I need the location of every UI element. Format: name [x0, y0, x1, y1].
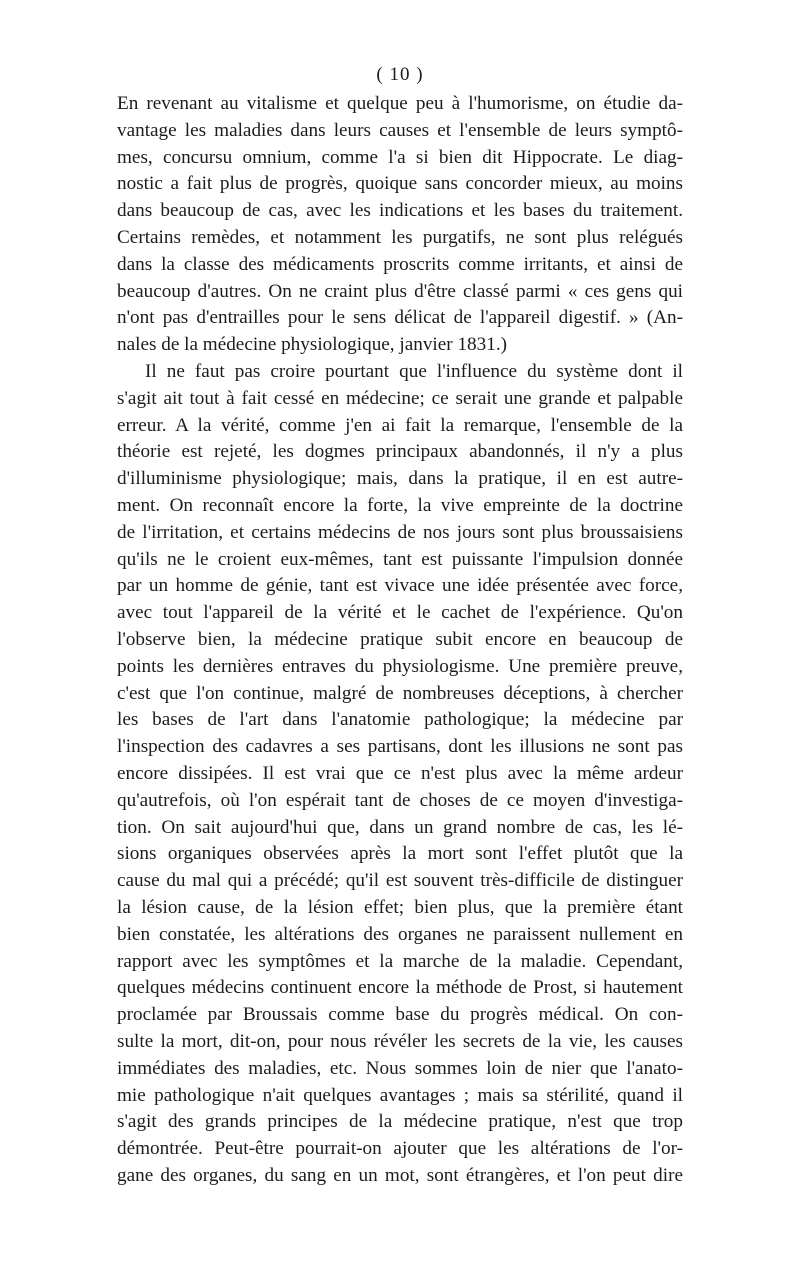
text-line: l'inspection des cadavres a ses partisans, dont les illusions ne sont pas [117, 736, 683, 758]
text-line: dans beaucoup de cas, avec les indications et les bases du traitement. [117, 200, 683, 222]
text-line: ment. On reconnaît encore la forte, la vive empreinte de la doctrine [117, 495, 683, 516]
text-line: nostic a fait plus de progrès, quoique sans concorder mieux, au moins [117, 173, 683, 195]
text-line: s'agit des grands principes de la médecine pratique, n'est que trop [117, 1111, 683, 1133]
text-line: mie pathologique n'ait quelques avantages ; mais sa stérilité, quand il [117, 1084, 683, 1106]
text-line: l'observe bien, la médecine pratique subit encore en beaucoup de [117, 629, 683, 650]
text-line: rapport avec les symptômes et la marche de la maladie. Cependant, [117, 950, 683, 972]
text-line: proclamée par Broussais comme base du progrès médical. On con- [117, 1004, 683, 1026]
text-line: tion. On sait aujourd'hui que, dans un grand nombre de cas, les lé- [117, 816, 683, 838]
text-line: sions organiques observées après la mort sont l'effet plutôt que la [117, 843, 683, 865]
text-line: Certains remèdes, et notamment les purgatifs, ne sont plus relégués [117, 227, 683, 248]
text-line: s'agit ait tout à fait cessé en médecine; ce serait une grande et palpable [117, 387, 683, 409]
text-line: bien constatée, les altérations des organes ne paraissent nullement en [117, 923, 683, 945]
text-line: nales de la médecine physiologique, janvier 1831.) [117, 334, 508, 356]
text-line: d'illuminisme physiologique; mais, dans la pratique, il en est autre- [117, 468, 683, 490]
text-line: cause du mal qui a précédé; qu'il est souvent très-difficile de distinguer [117, 870, 683, 892]
text-line: par un homme de génie, tant est vivace une idée présentée avec force, [117, 575, 683, 597]
text-line: dans la classe des médicaments proscrits comme irritants, et ainsi de [117, 253, 683, 275]
text-line: c'est que l'on continue, malgré de nombreuses déceptions, à chercher [117, 682, 683, 704]
page-number: ( 10 ) [376, 64, 424, 85]
text-line: les bases de l'art dans l'anatomie pathologique; la médecine par [117, 709, 683, 731]
text-line: encore dissipées. Il est vrai que ce n'est plus avec la même ardeur [117, 763, 683, 784]
text-line: de l'irritation, et certains médecins de nos jours sont plus broussaisiens [117, 521, 683, 543]
text-line: quelques médecins continuent encore la méthode de Prost, si hautement [117, 977, 683, 999]
text-line: beaucoup d'autres. On ne craint plus d'être classé parmi « ces gens qui [117, 280, 683, 302]
text-line: mes, concursu omnium, comme l'a si bien dit Hippocrate. Le diag- [117, 146, 683, 168]
text-line: erreur. A la vérité, comme j'en ai fait la remarque, l'ensemble de la [117, 414, 683, 436]
text-line: Il ne faut pas croire pourtant que l'influence du système dont il [145, 361, 683, 382]
text-line: vantage les maladies dans leurs causes et l'ensemble de leurs symptô- [117, 119, 683, 141]
text-line: démontrée. Peut-être pourrait-on ajouter que les altérations de l'or- [117, 1138, 683, 1160]
text-line: gane des organes, du sang en un mot, sont étrangères, et l'on peut dire [117, 1165, 683, 1186]
text-line: théorie est rejeté, les dogmes principaux abandonnés, il n'y a plus [117, 441, 683, 463]
text-line: avec tout l'appareil de la vérité et le cachet de l'expérience. Qu'on [117, 602, 683, 624]
text-line: immédiates des maladies, etc. Nous sommes loin de nier que l'anato- [117, 1057, 683, 1079]
text-line: En revenant au vitalisme et quelque peu à l'humorisme, on étudie da- [117, 93, 683, 114]
text-line: qu'autrefois, où l'on espérait tant de choses de ce moyen d'investiga- [117, 789, 683, 811]
text-line: n'ont pas d'entrailles pour le sens délicat de l'appareil digestif. » (An- [117, 307, 683, 329]
text-line: qu'ils ne le croient eux-mêmes, tant est puissante l'impulsion donnée [117, 548, 683, 570]
text-line: sulte la mort, dit-on, pour nous révéler les secrets de la vie, les causes [117, 1031, 683, 1052]
text-line: points les dernières entraves du physiologisme. Une première preuve, [117, 655, 683, 677]
text-line: la lésion cause, de la lésion effet; bien plus, que la première étant [117, 897, 683, 918]
